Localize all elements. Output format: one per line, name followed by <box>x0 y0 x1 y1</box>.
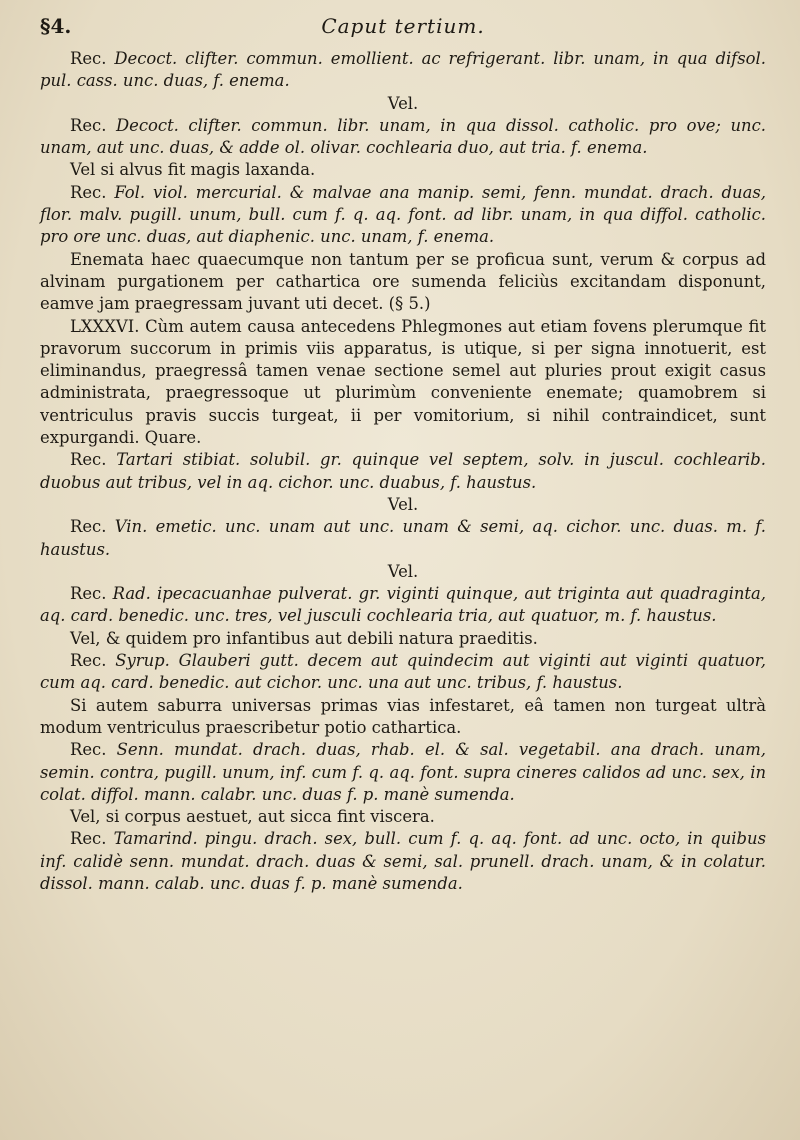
paragraph: Vel, & quidem pro infantibus aut debili natura praeditis. <box>70 628 538 648</box>
prescription <box>40 650 766 695</box>
prescription <box>40 115 766 160</box>
section-number: §4. <box>40 14 72 38</box>
recipe-label: Rec. <box>70 49 107 68</box>
prescription <box>40 449 766 494</box>
page-body <box>40 48 766 895</box>
prescription-text: Syrup. Glauberi gutt. decem aut quindecim aut viginti aut viginti quatuor, cum aq. card. benedic. aut cichor. unc. una aut unc. tribus, f. haustus. <box>40 651 766 693</box>
prescription <box>40 516 766 561</box>
alternative-marker: Vel. <box>387 93 419 113</box>
paragraph: Enemata haec quaecumque non tantum per se proficua sunt, verum & corpus ad alvinam purgationem per cathartica ore sumenda feliciùs excitandam disponunt, eamve jam praegressam juvant uti decet. (§ 5.) <box>40 249 766 314</box>
prescription <box>40 182 766 249</box>
prescription-text: Tamarind. pingu. drach. sex, bull. cum f. q. aq. font. ad unc. octo, in quibus inf. calidè senn. mundat. drach. duas & semi, sal. prunell. drach. unam, & in colatur. dissol. mann. calab. unc. duas f. p. manè sumenda. <box>40 829 766 893</box>
prescription-text: Vin. emetic. unc. unam aut unc. unam & semi, aq. cichor. unc. duas. m. f. haustus. <box>40 517 767 559</box>
recipe-label: Rec. <box>70 182 107 202</box>
recipe-label: Rec. <box>70 450 107 470</box>
prescription <box>40 828 766 895</box>
prescription-text: Tartari stibiat. solubil. gr. quinque vel septem, solv. in juscul. cochlearib. duobus aut tribus, vel in aq. cichor. unc. duabus, f. haustus. <box>40 450 766 492</box>
prescription-text: Decoct. clifter. commun. emollient. ac refrigerant. libr. unam, in qua difsol. pul. cass. unc. duas, f. enema. <box>40 49 766 91</box>
prescription-text: Fol. viol. mercurial. & malvae ana manip. semi, fenn. mundat. drach. duas, flor. malv. pugill. unum, bull. cum f. q. aq. font. ad libr. unam, in qua diffol. catholic. pro ore unc. duas, aut diaphenic. unc. unam, f. enema. <box>40 182 766 247</box>
paragraph: Si autem saburra universas primas vias infestaret, eâ tamen non turgeat ultrà modum ventriculus praescribetur potio cathartica. <box>40 695 766 737</box>
paragraph: Vel si alvus fit magis laxanda. <box>70 160 316 180</box>
alternative-marker: Vel. <box>387 494 419 514</box>
paragraph: Vel, si corpus aestuet, aut sicca fint viscera. <box>70 807 435 827</box>
recipe-label: Rec. <box>70 740 107 760</box>
alternative-marker: Vel. <box>387 561 419 581</box>
prescription-text: Rad. ipecacuanhae pulverat. gr. viginti quinque, aut triginta aut quadraginta, aq. card. benedic. unc. tres, vel jusculi cochlearia tria, aut quatuor, m. f. haustus. <box>40 584 766 626</box>
prescription <box>40 48 766 93</box>
prescription-text: Decoct. clifter. commun. libr. unam, in qua dissol. catholic. pro ove; unc. unam, aut unc. duas, & adde ol. olivar. cochlearia duo, aut tria. f. enema. <box>40 115 766 158</box>
prescription-text: Senn. mundat. drach. duas, rhab. el. & sal. vegetabil. ana drach. unam, semin. contra, pugill. unum, inf. cum f. q. aq. font. supra cineres calidos ad unc. sex, in colat. diffol. mann. calabr. unc. duas f. p. manè sumenda. <box>40 740 766 804</box>
prescription <box>40 583 766 628</box>
prescription <box>40 739 766 806</box>
paragraph: LXXXVI. Cùm autem causa antecedens Phlegmones aut etiam fovens plerumque fit pravorum succorum in primis viis apparatus, is utique, si per signa innotuerit, est eliminandus, praegressâ tamen venae sectione semel aut pluries prout exigit casus administrata, praegressoque ut plurimùm conveniente enemate; quamobrem si ventriculus pravis succis turgeat, ii per vomitorium, si nihil contraindicet, sunt expurgandi. Quare. <box>40 316 766 448</box>
recipe-label: Rec. <box>70 517 107 537</box>
recipe-label: Rec. <box>70 829 107 849</box>
running-title: Caput tertium. <box>321 14 485 38</box>
recipe-label: Rec. <box>70 115 107 135</box>
recipe-label: Rec. <box>70 584 107 604</box>
page-header <box>40 14 766 44</box>
recipe-label: Rec. <box>70 651 107 671</box>
